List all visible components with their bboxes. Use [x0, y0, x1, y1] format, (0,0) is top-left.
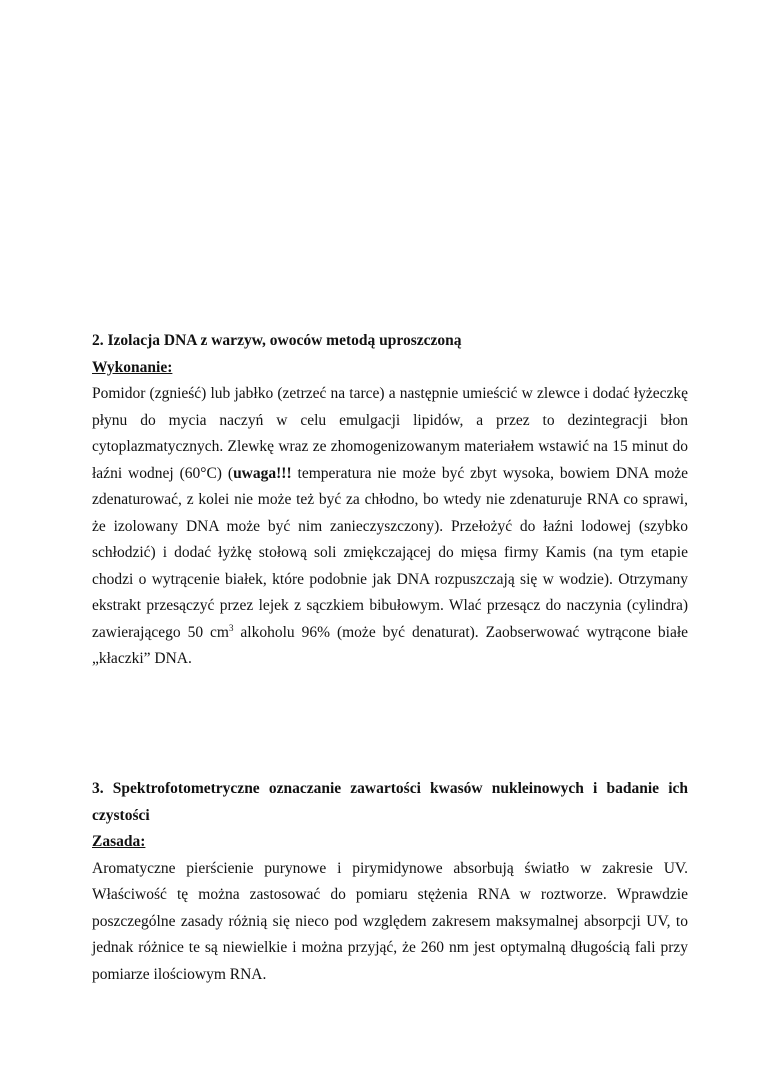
section-title: 3. Spektrofotometryczne oznaczanie zawartości kwasów nukleinowych i badanie ich czystości: [92, 780, 688, 824]
section-subtitle: Wykonanie:: [92, 358, 173, 376]
section-paragraph: Aromatyczne pierścienie purynowe i pirymidynowe absorbują światło w zakresie UV. Właściwość tę można zastosować do pomiaru stężenia RNA w roztworze. Wprawdzie poszczególne zasady różnią się nieco pod względem zakresem maksymalnej absorpcji UV, to jednak różnice te są niewielkie i można przyjąć, że 260 nm jest optymalną długością fali przy pomiarze ilościowym RNA.: [92, 859, 688, 983]
superscript-exponent: 3: [228, 622, 234, 633]
warning-text: uwaga!!!: [233, 464, 292, 482]
paragraph-text: alkoholu 96% (może być denaturat). Zaobserwować wytrącone białe „kłaczki” DNA.: [92, 623, 689, 667]
section-dna-isolation: [92, 328, 688, 673]
paragraph-text: Pomidor (zgnieść) lub jabłko (zetrzeć na tarce) a następnie umieścić w zlewce i dodać łyżeczkę płynu do mycia naczyń w celu emulgacji lipidów, a przez to dezintegracji błon cytoplazmatycznych. Zlewkę wraz ze zhomogenizowanym materiałem wstawić na 15 minut do łaźni wodnej (60°C) (: [92, 385, 688, 482]
section-paragraph: [92, 381, 688, 673]
section-title: 2. Izolacja DNA z warzyw, owoców metodą uproszczoną: [92, 332, 462, 349]
section-spectrophotometry: [92, 776, 688, 988]
section-subtitle: Zasada:: [92, 833, 146, 850]
paragraph-text: temperatura nie może być zbyt wysoka, bowiem DNA może zdenaturować, z kolei nie może też być za chłodno, bo wtedy nie zdenaturuje RNA co sprawi, że izolowany DNA może być nim zanieczyszczony). Przełożyć do łaźni lodowej (szybko schłodzić) i dodać łyżkę stołową soli zmiękczającej do mięsa firmy Kamis (na tym etapie chodzi o wytrącenie białek, które podobnie jak DNA rozpuszczają się w wodzie). Otrzymany ekstrakt przesączyć przez lejek z sączkiem bibułowym. Wlać przesącz do naczynia (cylindra) zawierającego 50 cm: [92, 464, 688, 641]
